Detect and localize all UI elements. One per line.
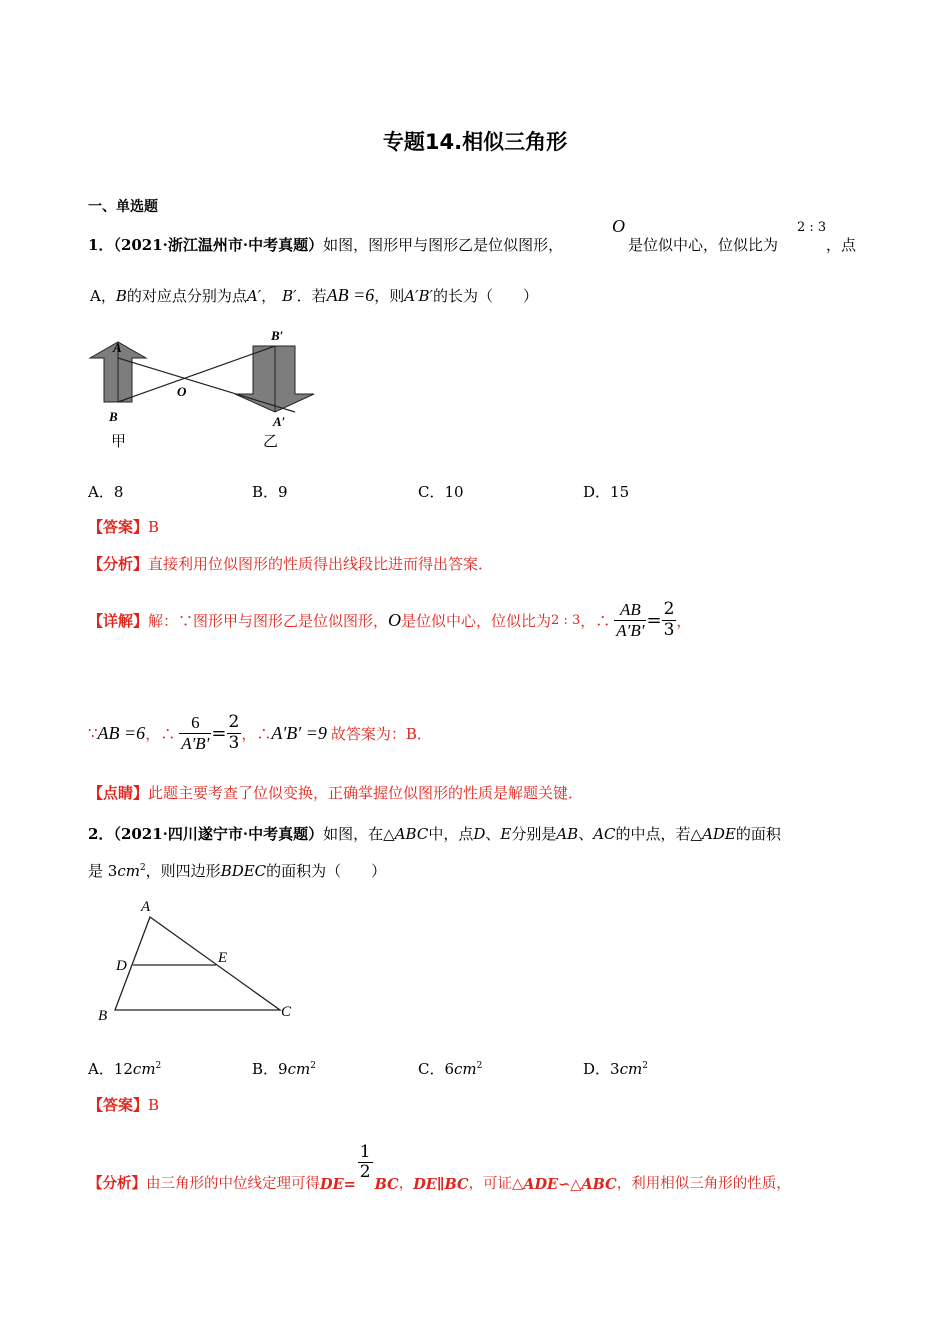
q2-analysis-tag: 【分析】 <box>88 1175 146 1192</box>
q2-sep2: 、 <box>578 825 594 843</box>
section-heading: 一、单选题 <box>88 199 158 215</box>
q1-l2-Bp: B′ <box>282 287 297 305</box>
q1-fig-Bp: B′ <box>271 328 284 343</box>
q2-opt-c-pre: C．6 <box>418 1060 455 1078</box>
q1-source: （2021·浙江温州市·中考真题） <box>113 236 324 254</box>
q1-comment <box>88 782 583 803</box>
q1-detail-a: 解：∵图形甲与图形乙是位似图形， <box>148 611 389 630</box>
q1-answer-value: B <box>148 518 160 536</box>
q1-option-b: B．9 <box>252 483 288 501</box>
q2-opt-b-pre: B．9 <box>252 1060 288 1078</box>
q1-frac4 <box>227 713 242 753</box>
q1-analysis-text: 直接利用位似图形的性质得出线段比进而得出答案． <box>148 555 494 573</box>
q1-l2-comma: ， <box>261 287 277 305</box>
q1-l2-B: B <box>115 287 127 305</box>
q2-D: D <box>473 825 486 843</box>
q1-frac3-num: 6 <box>179 713 211 734</box>
q2-line1 <box>88 823 781 844</box>
q2-opt-d-unit: cm <box>619 1060 643 1078</box>
q1-detail-c: ，∴ <box>580 611 611 630</box>
q2-l2-b: ，则四边形 <box>145 862 221 880</box>
q2-text-b: 中，点 <box>428 825 474 843</box>
q1-option-d: D．15 <box>583 483 630 501</box>
q1-fig-B: B <box>109 409 118 424</box>
q2-fig-D: D <box>116 958 127 974</box>
q2-option-d <box>583 1058 648 1079</box>
q1-eq1: = <box>646 609 662 631</box>
q1-fig-O: O <box>177 384 187 399</box>
q1-analysis <box>88 553 493 574</box>
q1-line1b <box>628 234 778 255</box>
q2-l2-sq: 2 <box>139 863 146 873</box>
q2-figure <box>90 890 310 1025</box>
q2-half-den: 2 <box>359 1162 371 1183</box>
q1-option-a: A．8 <box>88 483 124 501</box>
q2-an-bc: BC <box>374 1176 399 1193</box>
q2-opt-d-pre: D．3 <box>583 1060 620 1078</box>
q1-answer <box>88 516 159 537</box>
q1-frac3 <box>179 713 211 753</box>
q2-ADE: ADE <box>702 825 736 843</box>
q1-line2 <box>90 285 538 306</box>
q1-line1 <box>88 234 563 255</box>
q1-detail <box>88 585 691 655</box>
q2-fig-A: A <box>141 899 151 915</box>
q1-detail-d: ， <box>676 611 692 630</box>
q1-l2-a: A， <box>90 287 116 305</box>
q2-l2-c: 的面积为（ ） <box>266 862 387 880</box>
q1-result: A′B′ =9 <box>271 722 327 743</box>
q1-frac1-num: AB <box>614 600 646 621</box>
q1-figure <box>85 322 325 457</box>
q2-E: E <box>500 825 512 843</box>
q1-l2-Ap: A′ <box>246 287 262 305</box>
q2-option-c <box>418 1058 482 1079</box>
q2-text-c: 分别是 <box>511 825 557 843</box>
q2-l2-a: 是 3 <box>88 862 118 880</box>
q2-frac-half <box>358 1143 373 1183</box>
q1-sep: ，∴ <box>145 724 176 743</box>
q2-an-c: ，可证△ <box>468 1176 524 1192</box>
q1-because: ∵ <box>88 724 98 742</box>
q1-frac2 <box>662 600 677 640</box>
q2-opt-d-sup: 2 <box>642 1061 648 1071</box>
q2-fig-C: C <box>281 1004 292 1020</box>
q1-frac4-num: 2 <box>228 711 240 732</box>
q1-frac2-num: 2 <box>663 598 675 619</box>
q2-text-e: 的面积 <box>735 825 781 843</box>
q2-fig-E: E <box>218 950 228 966</box>
q2-opt-c-sup: 2 <box>476 1061 483 1071</box>
q2-an-par: DE∥BC <box>413 1176 469 1193</box>
q1-frac1-den: A′B′ <box>616 620 645 640</box>
q1-detail-ratio: 2 : 3 <box>551 612 581 628</box>
q1-l2-eq: AB =6 <box>326 285 375 305</box>
q1-comment-tag: 【点睛】 <box>88 784 149 802</box>
q2-option-a <box>88 1058 161 1079</box>
q2-an-d: ，利用相似三角形的性质， <box>616 1176 791 1192</box>
q2-an-de: DE= <box>320 1176 356 1193</box>
q2-l2-BDEC: BDEC <box>220 862 267 880</box>
q2-an-a: 由三角形的中位线定理可得 <box>146 1176 320 1192</box>
q1-fig-A: A <box>113 340 122 355</box>
q1-comment-text: 此题主要考查了位似变换，正确掌握位似图形的性质是解题关键． <box>148 784 584 802</box>
q2-half-num: 1 <box>359 1141 371 1162</box>
q1-answer-tag: 【答案】 <box>88 518 149 536</box>
q2-an-b: ， <box>398 1176 414 1192</box>
q2-source: （2021·四川遂宁市·中考真题） <box>113 825 324 843</box>
q1-detail-b: 是位似中心，位似比为 <box>401 611 552 630</box>
q1-l2-b: 的对应点分别为点 <box>126 287 247 305</box>
q1-ab6: AB =6 <box>97 722 146 743</box>
q2-opt-a-unit: cm <box>132 1060 156 1078</box>
q1-fig-jia: 甲 <box>111 432 127 450</box>
q1-detail-tag: 【详解】 <box>88 611 149 630</box>
q2-answer-value: B <box>148 1096 160 1114</box>
q1-number: 1． <box>88 236 114 254</box>
q2-ABC: ABC <box>394 825 429 843</box>
q1-frac3-den: A′B′ <box>181 733 210 753</box>
q1-analysis-tag: 【分析】 <box>88 555 149 573</box>
page-title: 专题14.相似三角形 <box>382 130 568 154</box>
q2-option-b <box>252 1058 316 1079</box>
q2-text-d: 的中点，若△ <box>615 825 703 843</box>
q1-frac2-den: 3 <box>663 619 675 640</box>
q1-text-b: 是位似中心，位似比为 <box>628 236 779 254</box>
q2-answer <box>88 1094 159 1115</box>
q2-opt-a-pre: A．12 <box>88 1060 133 1078</box>
q1-text-c: ，点 <box>826 236 857 254</box>
q1-l2-e: 的长为（ ） <box>432 287 538 305</box>
q1-fig-yi: 乙 <box>263 432 279 450</box>
q2-number: 2． <box>88 825 114 843</box>
q2-opt-b-unit: cm <box>287 1060 311 1078</box>
q1-text-a: 如图，图形甲与图形乙是位似图形， <box>323 236 564 254</box>
q1-conclude: 故答案为：B． <box>330 724 432 743</box>
q2-l2-cm: cm <box>117 862 140 880</box>
q1-l2-c: ．若 <box>296 287 327 305</box>
q1-ratio: 2 : 3 <box>797 220 827 235</box>
q1-detail-line2 <box>88 698 432 768</box>
q2-answer-tag: 【答案】 <box>88 1096 149 1114</box>
q1-l2-d: ，则 <box>374 287 405 305</box>
q2-AC: AC <box>593 825 616 843</box>
q2-opt-b-sup: 2 <box>310 1061 316 1071</box>
q1-sep2: ，∴ <box>241 724 272 743</box>
q2-analysis <box>88 1123 791 1193</box>
q2-an-sim: ADE∽△ABC <box>523 1176 617 1193</box>
q2-opt-a-sup: 2 <box>155 1061 162 1071</box>
q1-l2-ApBp: A′B′ <box>404 287 433 305</box>
q1-frac1 <box>614 600 646 640</box>
q2-line2 <box>88 860 386 881</box>
q2-fig-B: B <box>98 1008 108 1024</box>
q1-detail-O: O <box>388 609 402 630</box>
q1-fig-Ap: A′ <box>273 414 286 429</box>
q1-center-O: O <box>612 216 625 236</box>
q1-option-c: C．10 <box>418 483 464 501</box>
q2-AB: AB <box>556 825 579 843</box>
q2-sep1: 、 <box>485 825 501 843</box>
q1-frac4-den: 3 <box>228 732 240 753</box>
q2-opt-c-unit: cm <box>454 1060 477 1078</box>
q2-text-a: 如图，在△ <box>323 825 395 843</box>
q1-eq2: = <box>211 722 227 744</box>
